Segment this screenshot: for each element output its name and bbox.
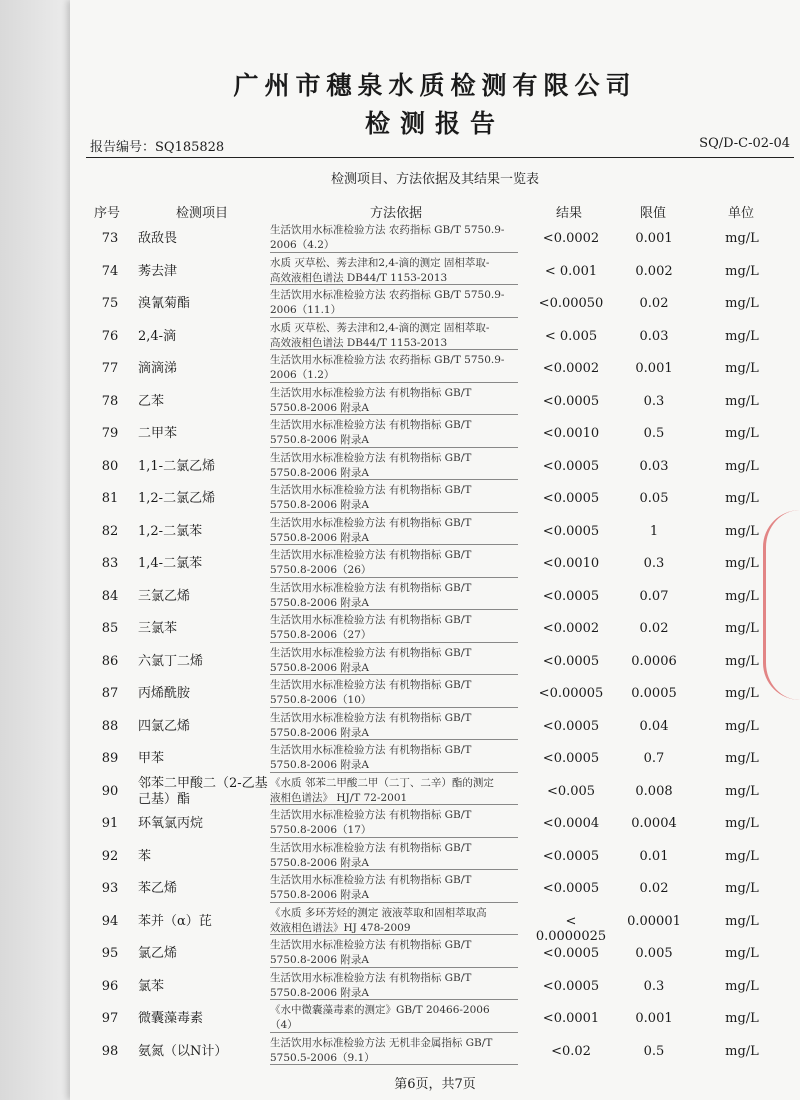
row-method-line-2: 5750.8-2006 附录A: [270, 889, 369, 901]
row-underline: [270, 902, 518, 903]
row-method-line-2: 5750.8-2006 附录A: [270, 661, 369, 674]
row-method-line-1: 生活饮用水标准检验方法 无机非金属指标 GB/T: [270, 1036, 493, 1049]
row-method-line-2: 2006（4.2）: [270, 239, 335, 251]
table-row: [70, 807, 800, 840]
row-method-line-2: 5750.8-2006 附录A: [270, 434, 369, 446]
row-unit: mg/L: [725, 946, 759, 961]
row-method-line-2: 5750.8-2006 附录A: [270, 596, 369, 609]
row-result: <0.0002: [542, 231, 600, 246]
row-seq: 76: [101, 328, 119, 344]
row-seq: 83: [101, 556, 119, 571]
row-method-line-2: 5750.5-2006（9.1）: [270, 1051, 375, 1064]
row-seq: 89: [101, 751, 119, 766]
row-underline: [270, 967, 518, 968]
row-seq: 97: [101, 1011, 119, 1026]
row-result: <0.0005: [542, 751, 600, 766]
table-row: [70, 287, 800, 320]
row-limit: 1: [649, 523, 659, 539]
row-method-line-2: 5750.8-2006 附录A: [270, 401, 369, 414]
row-unit: mg/L: [725, 1011, 759, 1026]
row-limit: 0.01: [639, 848, 669, 864]
row-result: <0.00050: [538, 296, 604, 311]
table-row: [70, 255, 800, 288]
row-seq: 93: [101, 881, 119, 896]
row-limit: 0.00001: [627, 913, 681, 929]
row-underline: [270, 1032, 518, 1033]
row-method-line-2: 5750.8-2006 附录A: [270, 954, 369, 966]
row-item: 1,2-二氯苯: [138, 523, 203, 539]
row-seq: 78: [101, 393, 119, 409]
row-method: [270, 776, 528, 806]
row-method-line-2: 5750.8-2006 附录A: [270, 986, 369, 999]
row-method-line-1: 生活饮用水标准检验方法 有机物指标 GB/T: [270, 646, 472, 659]
row-underline: [270, 1064, 518, 1065]
row-item: 莠去津: [138, 263, 178, 279]
row-limit: 0.07: [639, 588, 669, 604]
row-unit: mg/L: [725, 783, 759, 799]
row-unit: mg/L: [725, 686, 759, 701]
row-item: 二甲苯: [138, 426, 178, 441]
row-method: [270, 743, 528, 773]
row-seq: 91: [101, 816, 119, 831]
row-item: 1,1-二氯乙烯: [138, 458, 216, 474]
row-unit: mg/L: [725, 1043, 759, 1059]
row-method-line-1: 生活饮用水标准检验方法 有机物指标 GB/T: [270, 386, 472, 399]
row-item: 环氧氯丙烷: [138, 816, 204, 831]
row-method: [270, 223, 528, 253]
row-method-line-1: 生活饮用水标准检验方法 有机物指标 GB/T: [270, 419, 472, 431]
row-method: [270, 808, 528, 838]
row-method: [270, 516, 528, 546]
row-method-line-1: 生活饮用水标准检验方法 有机物指标 GB/T: [270, 711, 472, 724]
row-method-line-1: 生活饮用水标准检验方法 有机物指标 GB/T: [270, 516, 472, 529]
row-method-line-2: 5750.8-2006（10）: [270, 694, 372, 706]
row-method-line-2: 5750.8-2006（17）: [270, 824, 372, 836]
row-method: [270, 483, 528, 513]
underlying-page-edge: [0, 0, 70, 1100]
row-limit: 0.001: [635, 231, 673, 246]
row-result: <0.0010: [542, 426, 600, 441]
row-limit: 0.001: [635, 1011, 673, 1026]
row-method: [270, 256, 528, 286]
row-result: <0.0010: [542, 556, 600, 571]
table-row: [70, 417, 800, 450]
official-seal: [763, 510, 800, 700]
row-item: 2,4-滴: [138, 328, 177, 344]
row-item: 甲苯: [138, 751, 165, 766]
row-underline: [270, 479, 518, 480]
row-method-line-1: 水质 灭草松、莠去津和2,4-滴的测定 固相萃取-: [270, 256, 490, 269]
row-method: [270, 386, 528, 416]
row-method-line-1: 生活饮用水标准检验方法 农药指标 GB/T 5750.9-: [270, 289, 505, 301]
row-unit: mg/L: [725, 231, 759, 246]
report-number: 报告编号：SQ185828: [90, 140, 225, 155]
row-unit: mg/L: [725, 848, 759, 864]
row-method-line-1: 生活饮用水标准检验方法 农药指标 GB/T 5750.9-: [270, 354, 505, 366]
row-method-line-2: 5750.8-2006 附录A: [270, 531, 369, 544]
row-item: 氯苯: [138, 978, 165, 994]
row-unit: mg/L: [725, 816, 759, 831]
row-method-line-1: 生活饮用水标准检验方法 有机物指标 GB/T: [270, 549, 472, 561]
column-header-unit: 单位: [728, 206, 755, 221]
row-underline: [270, 869, 518, 870]
row-item: 四氯乙烯: [138, 718, 191, 734]
row-method: [270, 841, 528, 871]
row-seq: 95: [101, 946, 119, 961]
row-method-line-2: 5750.8-2006 附录A: [270, 726, 369, 739]
table-header: [70, 202, 800, 222]
row-unit: mg/L: [725, 653, 759, 669]
row-unit: mg/L: [725, 621, 759, 636]
row-method: [270, 451, 528, 481]
row-underline: [270, 674, 518, 675]
row-limit: 0.04: [639, 718, 669, 734]
row-method: [270, 613, 528, 643]
row-method-line-2: 2006（11.1）: [270, 304, 342, 316]
table-row: [70, 352, 800, 385]
row-result: <0.0005: [542, 393, 600, 409]
table-row: [70, 450, 800, 483]
row-underline: [270, 804, 518, 805]
table-row: [70, 840, 800, 873]
table-row: [70, 515, 800, 548]
row-seq: 75: [101, 296, 119, 311]
row-method-line-1: 生活饮用水标准检验方法 有机物指标 GB/T: [270, 939, 472, 951]
row-result: <0.005: [546, 783, 596, 799]
row-seq: 94: [101, 913, 119, 929]
row-method-line-2: 5750.8-2006 附录A: [270, 466, 369, 479]
row-limit: 0.0005: [631, 686, 677, 701]
table-caption: 检测项目、方法依据及其结果一览表: [330, 172, 539, 187]
row-result: < 0.005: [544, 328, 598, 344]
row-seq: 81: [101, 491, 119, 506]
row-unit: mg/L: [725, 361, 759, 376]
row-underline: [270, 999, 518, 1000]
row-method-line-1: 生活饮用水标准检验方法 有机物指标 GB/T: [270, 614, 472, 626]
row-method-line-1: 生活饮用水标准检验方法 农药指标 GB/T 5750.9-: [270, 224, 505, 236]
table-row: [70, 1035, 800, 1068]
row-method: [270, 938, 528, 968]
row-unit: mg/L: [725, 588, 759, 604]
row-underline: [270, 317, 518, 318]
row-limit: 0.002: [635, 263, 673, 279]
table-row: [70, 222, 800, 255]
row-method-line-1: 生活饮用水标准检验方法 有机物指标 GB/T: [270, 484, 472, 496]
row-result: <0.0002: [542, 361, 600, 376]
row-unit: mg/L: [725, 913, 759, 929]
column-header-limit: 限值: [640, 206, 667, 221]
table-row: [70, 937, 800, 970]
row-limit: 0.03: [639, 328, 669, 344]
row-underline: [270, 284, 518, 285]
row-method-line-1: 生活饮用水标准检验方法 有机物指标 GB/T: [270, 451, 472, 464]
row-item: 邻苯二甲酸二（2-乙基己基）酯: [138, 775, 268, 807]
row-method: [270, 906, 528, 936]
row-method-line-2: 效液相色谱法》HJ 478-2009: [270, 921, 411, 934]
row-item: 1,4-二氯苯: [138, 556, 203, 571]
row-result: <0.0005: [542, 491, 600, 506]
row-seq: 82: [101, 523, 119, 539]
row-result: <0.0005: [542, 848, 600, 864]
row-method: [270, 1036, 528, 1066]
row-seq: 80: [101, 458, 119, 474]
row-seq: 87: [101, 686, 119, 701]
row-seq: 96: [101, 978, 119, 994]
table-row: [70, 612, 800, 645]
row-method: [270, 873, 528, 903]
row-limit: 0.7: [643, 751, 665, 766]
row-method-line-2: 5750.8-2006 附录A: [270, 856, 369, 869]
row-method-line-2: 高效液相色谱法 DB44/T 1153-2013: [270, 271, 448, 284]
row-limit: 0.3: [643, 978, 665, 994]
row-item: 丙烯酰胺: [138, 686, 191, 701]
row-limit: 0.5: [643, 426, 665, 441]
row-seq: 79: [101, 426, 119, 441]
row-method-line-1: 生活饮用水标准检验方法 有机物指标 GB/T: [270, 679, 472, 691]
row-underline: [270, 772, 518, 773]
row-seq: 92: [101, 848, 119, 864]
row-result: <0.0005: [542, 881, 600, 896]
row-method-line-2: 液相色谱法》 HJ/T 72-2001: [270, 791, 408, 804]
organization-name: 广州市穗泉水质检测有限公司: [233, 71, 637, 100]
row-limit: 0.0006: [631, 653, 677, 669]
row-result: <0.0004: [542, 816, 600, 831]
row-method-line-1: 《水质 邻苯二甲酸二甲（二丁、二辛）酯的测定: [270, 776, 494, 789]
row-seq: 88: [101, 718, 119, 734]
row-item: 1,2-二氯乙烯: [138, 491, 216, 506]
row-unit: mg/L: [725, 393, 759, 409]
row-result: <0.0005: [542, 588, 600, 604]
row-item: 滴滴涕: [138, 361, 178, 376]
row-underline: [270, 414, 518, 415]
row-underline: [270, 609, 518, 610]
row-unit: mg/L: [725, 978, 759, 994]
row-item: 氨氮（以N计）: [138, 1043, 228, 1059]
column-header-item: 检测项目: [176, 206, 229, 221]
row-underline: [270, 544, 518, 545]
row-limit: 0.02: [639, 621, 669, 636]
table-row: [70, 905, 800, 944]
row-method: [270, 971, 528, 1001]
header-divider: [86, 157, 794, 158]
row-method-line-1: 水质 灭草松、莠去津和2,4-滴的测定 固相萃取-: [270, 321, 490, 334]
row-item: 苯并（α）芘: [138, 913, 212, 929]
row-item: 苯乙烯: [138, 881, 178, 896]
row-method: [270, 353, 528, 383]
form-code: SQ/D-C-02-04: [699, 136, 790, 151]
row-underline: [270, 447, 518, 448]
row-limit: 0.005: [635, 946, 673, 961]
row-method-line-1: 生活饮用水标准检验方法 有机物指标 GB/T: [270, 874, 472, 886]
table-row: [70, 677, 800, 710]
row-limit: 0.05: [639, 491, 669, 506]
row-result: <0.0002: [542, 621, 600, 636]
row-method-line-2: 5750.8-2006（26）: [270, 564, 372, 576]
row-method-line-2: 5750.8-2006 附录A: [270, 499, 369, 511]
row-item: 三氯乙烯: [138, 588, 191, 604]
row-underline: [270, 349, 518, 350]
table-row: [70, 385, 800, 418]
table-row: [70, 580, 800, 613]
row-item: 三氯苯: [138, 621, 178, 636]
row-method-line-1: 生活饮用水标准检验方法 有机物指标 GB/T: [270, 744, 472, 756]
row-item: 氯乙烯: [138, 946, 178, 961]
row-method: [270, 548, 528, 578]
row-item: 微囊藻毒素: [138, 1011, 204, 1026]
row-limit: 0.0004: [631, 816, 677, 831]
table-row: [70, 742, 800, 775]
row-unit: mg/L: [725, 718, 759, 734]
column-header-seq: 序号: [94, 206, 121, 221]
row-limit: 0.02: [639, 881, 669, 896]
row-limit: 0.5: [643, 1043, 665, 1059]
table-row: [70, 872, 800, 905]
row-method-line-2: 5750.8-2006（27）: [270, 629, 372, 641]
document-title: 检测报告: [364, 109, 505, 138]
row-item: 乙苯: [138, 393, 165, 409]
table-row: [70, 547, 800, 580]
row-method: [270, 646, 528, 676]
row-result: <0.0005: [542, 718, 600, 734]
results-table: [70, 222, 800, 1067]
row-result: < 0.0000025: [535, 913, 607, 944]
row-unit: mg/L: [725, 556, 759, 571]
row-underline: [270, 577, 518, 578]
row-method: [270, 418, 528, 448]
row-unit: mg/L: [725, 458, 759, 474]
row-result: <0.0005: [542, 653, 600, 669]
row-method-line-1: 生活饮用水标准检验方法 有机物指标 GB/T: [270, 841, 472, 854]
row-method-line-2: 2006（1.2）: [270, 369, 335, 381]
column-header-method: 方法依据: [370, 206, 423, 221]
table-row: [70, 1002, 800, 1035]
row-limit: 0.3: [643, 393, 665, 409]
row-method-line-2: 5750.8-2006 附录A: [270, 759, 369, 771]
row-limit: 0.008: [635, 783, 673, 799]
row-underline: [270, 739, 518, 740]
row-unit: mg/L: [725, 751, 759, 766]
row-item: 苯: [138, 848, 152, 864]
row-unit: mg/L: [725, 523, 759, 539]
page-number: 第6页，共7页: [394, 1077, 476, 1092]
table-row: [70, 645, 800, 678]
table-row: [70, 970, 800, 1003]
row-seq: 84: [101, 588, 119, 604]
row-method: [270, 1003, 528, 1033]
table-row: [70, 710, 800, 743]
row-method: [270, 678, 528, 708]
row-method-line-1: 生活饮用水标准检验方法 有机物指标 GB/T: [270, 971, 472, 984]
row-method-line-1: 生活饮用水标准检验方法 有机物指标 GB/T: [270, 809, 472, 821]
report-page: [70, 0, 800, 1100]
row-item: 溴氰菊酯: [138, 296, 191, 311]
row-unit: mg/L: [725, 881, 759, 896]
table-row: [70, 775, 800, 808]
column-header-result: 结果: [556, 206, 583, 221]
row-method-line-2: 高效液相色谱法 DB44/T 1153-2013: [270, 336, 448, 349]
row-result: <0.0005: [542, 523, 600, 539]
row-result: <0.0005: [542, 978, 600, 994]
row-method-line-1: 《水中微囊藻毒素的测定》GB/T 20466-2006: [270, 1004, 490, 1016]
row-underline: [270, 837, 518, 838]
row-result: <0.00005: [538, 686, 604, 701]
row-result: <0.0005: [542, 458, 600, 474]
table-row: [70, 320, 800, 353]
row-seq: 86: [101, 653, 119, 669]
row-method-line-1: 生活饮用水标准检验方法 有机物指标 GB/T: [270, 581, 472, 594]
row-method-line-1: 《水质 多环芳烃的测定 液液萃取和固相萃取高: [270, 906, 487, 919]
row-unit: mg/L: [725, 263, 759, 279]
row-unit: mg/L: [725, 296, 759, 311]
row-result: <0.0001: [542, 1011, 600, 1026]
row-seq: 74: [101, 263, 119, 279]
row-item: 六氯丁二烯: [138, 653, 204, 669]
row-underline: [270, 934, 518, 935]
row-limit: 0.03: [639, 458, 669, 474]
row-unit: mg/L: [725, 328, 759, 344]
row-underline: [270, 512, 518, 513]
row-seq: 77: [101, 361, 119, 376]
row-underline: [270, 252, 518, 253]
row-underline: [270, 382, 518, 383]
row-unit: mg/L: [725, 426, 759, 441]
row-underline: [270, 707, 518, 708]
row-method: [270, 288, 528, 318]
row-seq: 73: [101, 231, 119, 246]
row-unit: mg/L: [725, 491, 759, 506]
row-method: [270, 711, 528, 741]
row-method: [270, 321, 528, 351]
row-limit: 0.02: [639, 296, 669, 311]
row-underline: [270, 642, 518, 643]
row-result: < 0.001: [544, 263, 598, 279]
row-seq: 90: [101, 783, 119, 799]
row-result: <0.0005: [542, 946, 600, 961]
row-item: 敌敌畏: [138, 231, 178, 246]
row-seq: 98: [101, 1043, 119, 1059]
row-method-line-2: （4）: [270, 1019, 298, 1031]
row-result: <0.02: [551, 1043, 591, 1059]
row-method: [270, 581, 528, 611]
row-limit: 0.001: [635, 361, 673, 376]
row-seq: 85: [101, 621, 119, 636]
table-row: [70, 482, 800, 515]
row-limit: 0.3: [643, 556, 665, 571]
